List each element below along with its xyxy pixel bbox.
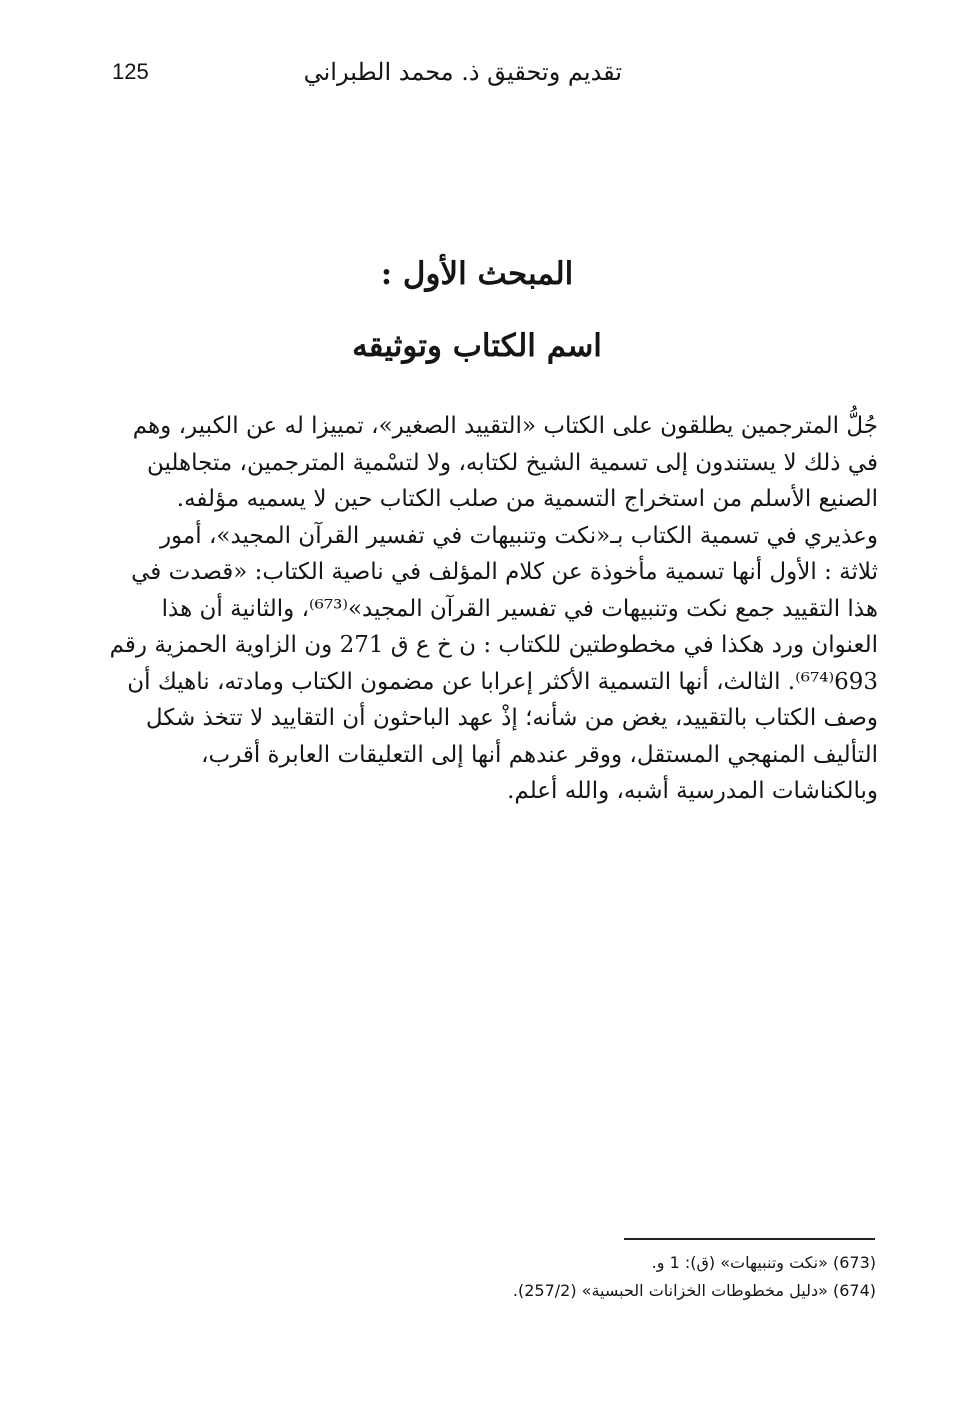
footnote-674: (674) «دليل مخطوطات الخزانات الحبسية» (257/2).: [512, 1281, 876, 1300]
paragraph-line-4: وعذيري في تسمية الكتاب بـ«نكت وتنبيهات في تفسير القرآن المجيد»، أمور: [159, 522, 878, 549]
page-number: 125: [112, 59, 149, 84]
paragraph-line-3: الصنيع الأسلم من استخراج التسمية من صلب الكتاب حين لا يسميه مؤلفه.: [176, 486, 878, 512]
paragraph-line-10: التأليف المنهجي المستقل، ووقر عندهم أنها إلى التعليقات العابرة أقرب،: [201, 741, 878, 768]
paragraph-line-8: 693⁽⁶⁷⁴⁾. الثالث، أنها التسمية الأكثر إعرابا عن مضمون الكتاب ومادته، ناهيك أن: [127, 668, 878, 695]
paragraph-line-1: جُلُّ المترجمين يطلقون على الكتاب «التقييد الصغير»، تمييزا له عن الكبير، وهم: [132, 413, 878, 439]
footnotes: [430, 1249, 876, 1305]
paragraph-line-9: وصف الكتاب بالتقييد، يغض من شأنه؛ إذْ عهد الباحثون أن التقاييد لا تتخذ شكل: [145, 705, 878, 731]
main-paragraph: [110, 408, 878, 810]
footnote-673: (673) «نكت وتنبيهات» (ق): 1 و.: [651, 1253, 876, 1272]
running-header-title: تقديم وتحقيق ذ. محمد الطبراني: [303, 58, 622, 86]
paragraph-line-7: العنوان ورد هكذا في مخطوطتين للكتاب : ن خ ع ق 271 ون الزاوية الحمزية رقم: [109, 632, 878, 658]
paragraph-line-2: في ذلك لا يستندون إلى تسمية الشيخ لكتابه، ولا لتسْمية المترجمين، متجاهلين: [146, 449, 878, 476]
section-heading: [250, 238, 704, 382]
paragraph-line-5: ثلاثة : الأول أنها تسمية مأخوذة عن كلام المؤلف في ناصية الكتاب: «قصدت في: [131, 559, 878, 585]
section-heading-line-1: المبحث الأول :: [380, 256, 574, 292]
footnote-divider: [624, 1238, 875, 1240]
paragraph-line-6: هذا التقييد جمع نكت وتنبيهات في تفسير القرآن المجيد»⁽⁶⁷³⁾، والثانية أن هذا: [161, 595, 878, 622]
section-heading-line-2: اسم الكتاب وتوثيقه: [352, 328, 602, 364]
paragraph-line-11: وبالكناشات المدرسية أشبه، والله أعلم.: [507, 778, 878, 804]
running-header: [112, 55, 842, 91]
